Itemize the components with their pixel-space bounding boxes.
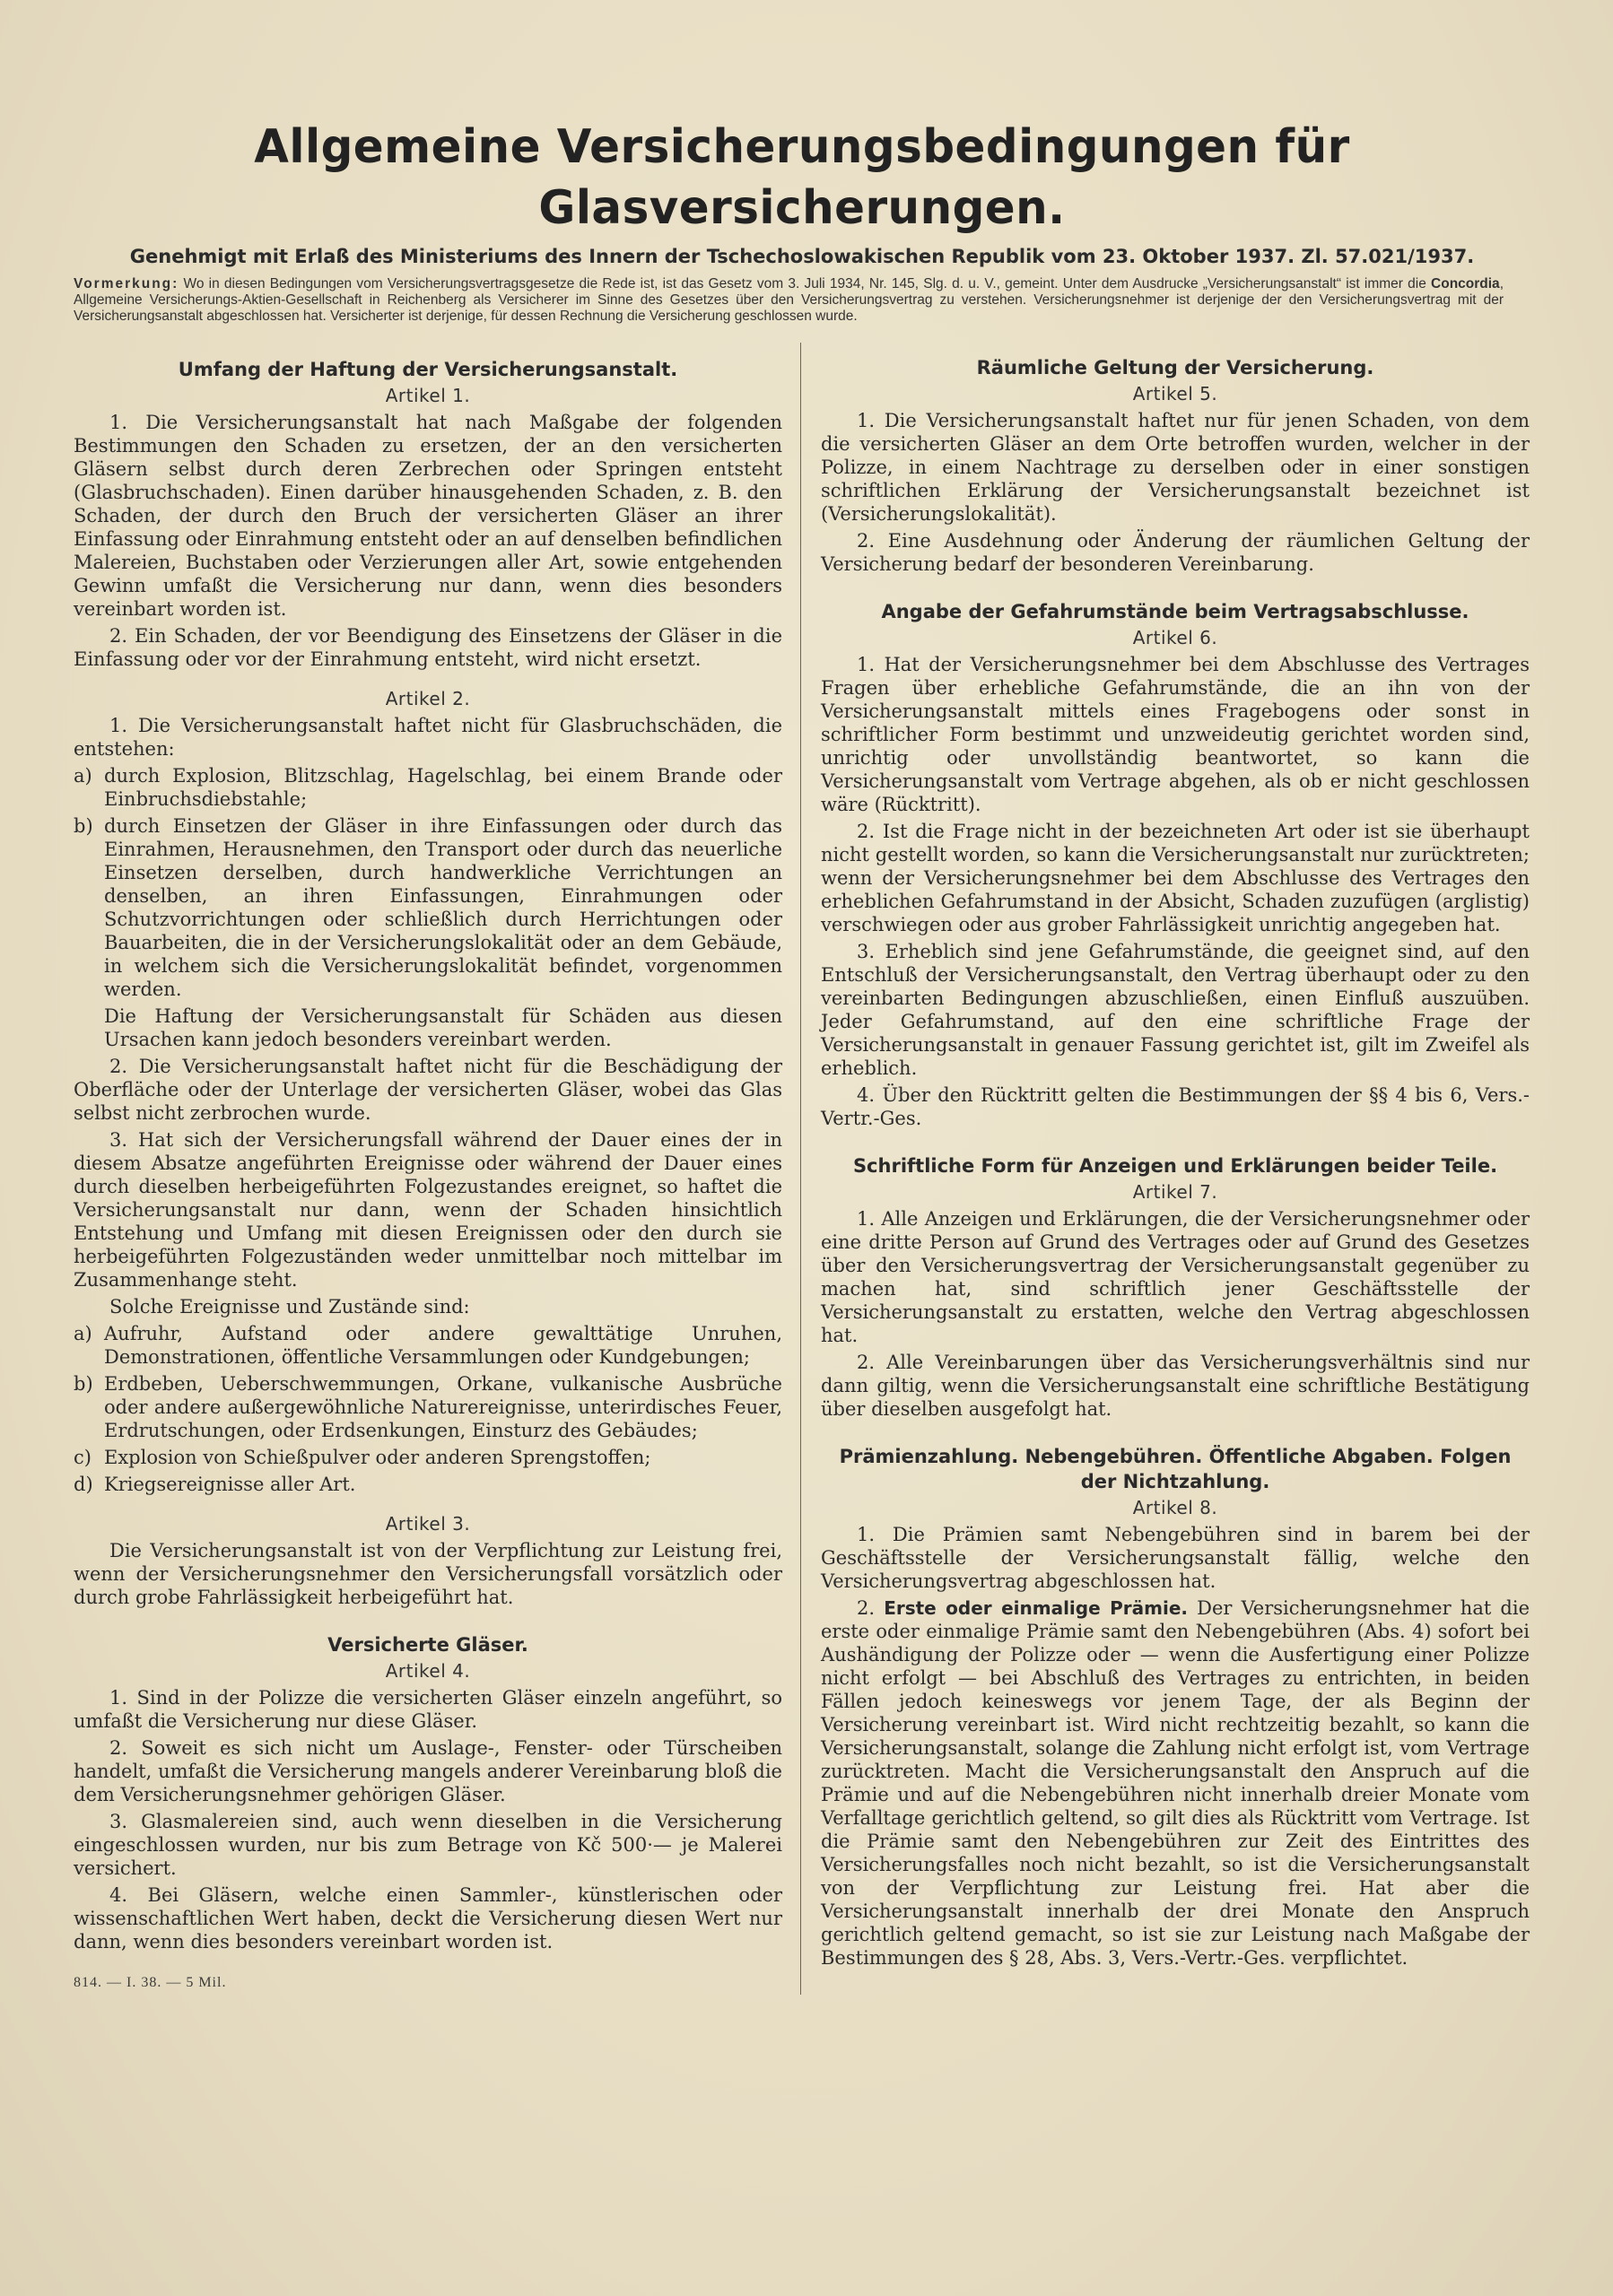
two-column-body (74, 357, 1530, 1995)
right-column (800, 343, 1530, 1995)
article-heading: Artikel 4. (385, 1660, 471, 1682)
paragraph-text: Der Versicherungsnehmer hat die erste oder einmalige Prämie samt den Nebengebühren (Abs. 4) sofort bei Aushändigung der Polizze oder — wenn die Ausfertigung einer Polizze nicht erfolgt — bei Abschluß des Vertrages zu entrichten, in beiden Fällen jedoch keineswegs vor jenem Tage, der als Beginn der Versicherung vereinbart ist. Wird nicht rechtzeitig bezahlt, so kann die Versicherungsanstalt, solange die Zahlung nicht erfolgt ist, vom Vertrage zurücktreten. Macht die Versicherungsanstalt den Anspruch auf die Prämie und auf die Nebengebühren nicht innerhalb dreier Monate vom Verfalltage gerichtlich geltend, so gilt dies als Rücktritt vom Vertrage. Ist die Prämie samt den Nebengebühren zur Zeit des Eintrittes des Versicherungsfalles noch nicht bezahlt, so ist die Versicherungsanstalt von der Verpflichtung zur Leistung frei. Hat aber die Versicherungsanstalt innerhalb der drei Monate den Anspruch gerichtlich geltend gemacht, so ist sie zur Leistung nach Maßgabe der Bestimmungen des § 28, Abs. 3, Vers.-Vertr.-Ges. verpflichtet. (821, 1597, 1530, 1969)
article-heading: Artikel 5. (1132, 383, 1218, 404)
section-heading: Versicherte Gläser. (327, 1634, 528, 1656)
list-item (74, 1372, 782, 1442)
article-heading: Artikel 8. (1132, 1497, 1218, 1518)
article-heading: Artikel 2. (385, 688, 471, 709)
paragraph: 2. Die Versicherungsanstalt haftet nicht für die Beschädigung der Oberfläche oder der Unterlage der versicherten Gläser, wobei das Glas selbst nicht zerbrochen wurde. (74, 1056, 782, 1124)
paragraph: 3. Hat sich der Versicherungsfall während der Dauer eines der in diesem Absatze angeführten Ereignisse oder während der Dauer eines durch dieselben herbeigeführten Folgezustandes ereignet, so haftet die Versicherungsanstalt nur dann, wenn der Schaden hinsichtlich Entstehung und Umfang mit diesen Ereignissen oder den durch sie herbeigeführten Folgezuständen weder unmittelbar noch mittelbar im Zusammenhange steht. (74, 1129, 782, 1291)
paragraph: 1. Die Prämien samt Nebengebühren sind in barem bei der Geschäftsstelle der Versicherungsanstalt fällig, welche den Versicherungsvertrag abgeschlossen hat. (821, 1524, 1530, 1592)
preliminary-note-lead: Vormerkung: (74, 276, 179, 291)
paragraph: 3. Glasmalereien sind, auch wenn dieselben in die Versicherung eingeschlossen wurden, nur bis zum Betrage von Kč 500·— je Malerei versichert. (74, 1811, 782, 1879)
list-text: Explosion von Schießpulver oder anderen Sprengstoffen; (104, 1447, 651, 1468)
paragraph: 1. Die Versicherungsanstalt haftet nur für jenen Schaden, von dem die versicherten Gläser an dem Orte betroffen wurden, welcher in der Polizze, in einem Nachtrage zu derselben oder in einer sonstigen schriftlichen Erklärung der Versicherungsanstalt bezeichnet ist (Versicherungslokalität). (821, 410, 1530, 525)
list-label: d) (74, 1474, 93, 1495)
list-text: Aufruhr, Aufstand oder andere gewalttätige Unruhen, Demonstrationen, öffentliche Versammlungen oder Kundgebungen; (104, 1323, 782, 1368)
section-heading: Schriftliche Form für Anzeigen und Erklärungen beider Teile. (852, 1155, 1498, 1177)
paragraph: 1. Die Versicherungsanstalt haftet nicht für Glasbruchschäden, die entstehen: (74, 715, 782, 760)
list-label: b) (74, 1373, 93, 1395)
article-heading: Artikel 6. (1132, 627, 1218, 648)
paragraph: 1. Die Versicherungsanstalt hat nach Maßgabe der folgenden Bestimmungen den Schaden zu ersetzen, der an den versicherten Gläsern selbst durch deren Zerbrechen oder Springen entsteht (Glasbruchschaden). Einen darüber hinausgehenden Schaden, z. B. den Schaden, der durch den Bruch der versicherten Gläser an ihrer Einfassung oder Einrahmung entsteht oder an auf denselben befindlichen Malereien, Buchstaben oder Verzierungen aller Art, sowie entgehenden Gewinn umfaßt die Versicherung nur dann, wenn dies besonders vereinbart worden ist. (74, 412, 782, 620)
preliminary-note (74, 276, 1504, 325)
section-heading: Angabe der Gefahrumstände beim Vertragsabschlusse. (881, 601, 1469, 622)
paragraph (821, 1596, 1530, 1970)
paragraph: 1. Alle Anzeigen und Erklärungen, die der Versicherungsnehmer oder eine dritte Person auf Grund des Vertrages oder auf Grund des Gesetzes über den Versicherungsvertrag der Versicherungsanstalt gegenüber zu machen hat, sind schriftlich jener Geschäftsstelle der Versicherungsanstalt zu erstatten, welche den Vertrag abgeschlossen hat. (821, 1208, 1530, 1346)
paragraph: 1. Hat der Versicherungsnehmer bei dem Abschlusse des Vertrages Fragen über erhebliche Gefahrumstände, die an ihn von der Versicherungsanstalt mittels eines Fragebogens oder sonst in schriftlicher Form bestimmt und unzweideutig gerichtet worden sind, unrichtig oder unvollständig beantwortet, so kann die Versicherungsanstalt vom Vertrage abgehen, als ob er nicht geschlossen wäre (Rücktritt). (821, 654, 1530, 815)
list-label: a) (74, 1323, 92, 1344)
paragraph-number: 2. (857, 1597, 885, 1619)
section-heading: Prämienzahlung. Nebengebühren. Öffentliche Abgaben. Folgen der Nichtzahlung. (839, 1446, 1512, 1492)
paragraph: Solche Ereignisse und Zustände sind: (109, 1296, 470, 1318)
paragraph: 4. Bei Gläsern, welche einen Sammler-, künstlerischen oder wissenschaftlichen Wert haben, deckt die Versicherung diesen Wert nur dann, wenn dies besonders vereinbart worden ist. (74, 1884, 782, 1952)
list-item (74, 814, 782, 1001)
article-heading: Artikel 7. (1132, 1181, 1218, 1203)
list-text: Erdbeben, Ueberschwemmungen, Orkane, vulkanische Ausbrüche oder andere außergewöhnliche Naturereignisse, unterirdisches Feuer, Erdrutschungen, oder Erdsenkungen, Einsturz des Gebäudes; (104, 1373, 782, 1441)
list-text: Die Haftung der Versicherungsanstalt für Schäden aus diesen Ursachen kann jedoch besonders vereinbart werden. (104, 1005, 782, 1050)
list-item (74, 1446, 782, 1469)
article-heading: Artikel 1. (385, 385, 471, 406)
paragraph: 3. Erheblich sind jene Gefahrumstände, die geeignet sind, auf den Entschluß der Versicherungsanstalt, den Vertrag überhaupt oder zu den vereinbarten Bedingungen abzuschließen, einen Einfluß auszuüben. Jeder Gefahrumstand, auf den eine schriftliche Frage der Versicherungsanstalt in genauer Fassung gerichtet ist, gilt im Zweifel als erheblich. (821, 941, 1530, 1079)
list-item (74, 1473, 782, 1496)
paragraph: 2. Eine Ausdehnung oder Änderung der räumlichen Geltung der Versicherung bedarf der besonderen Vereinbarung. (821, 530, 1530, 575)
preliminary-note-text-2: , Allgemeine Versicherungs-Aktien-Gesellschaft in Reichenberg als Versicherer im Sinne des Gesetzes über den Versicherungsvertrag zu verstehen. Versicherungsnehmer ist derjenige der den Versicherungsvertrag mit der Versicherungsanstalt abgeschlossen hat. Versicherter ist derjenige, für dessen Rechnung die Versicherung geschlossen wurde. (74, 276, 1504, 324)
paragraph: 1. Sind in der Polizze die versicherten Gläser einzeln angeführt, so umfaßt die Versicherung nur diese Gläser. (74, 1687, 782, 1732)
list-text: durch Explosion, Blitzschlag, Hagelschlag, bei einem Brande oder Einbruchsdiebstahle; (104, 765, 782, 810)
approval-subtitle: Genehmigt mit Erlaß des Ministeriums des Innern der Tschechoslowakischen Republik vom 23. Oktober 1937. Zl. 57.021/1937. (129, 246, 1475, 267)
paragraph: 2. Ist die Frage nicht in der bezeichneten Art oder ist sie überhaupt nicht gestellt worden, so kann die Versicherungsanstalt nur zurücktreten; wenn der Versicherungsnehmer bei dem Abschlusse des Vertrages den erheblichen Gefahrumstand in der Absicht, Schaden zuzufügen (arglistig) verschwiegen oder aus grober Fahrlässigkeit unrichtig angegeben hat. (821, 821, 1530, 935)
list-text: Kriegsereignisse aller Art. (104, 1474, 356, 1495)
list-text: durch Einsetzen der Gläser in ihre Einfassungen oder durch das Einrahmen, Herausnehmen, den Transport oder durch das neuerliche Einsetzen derselben, durch handwerkliche Verrichtungen an denselben, an ihren Einfassungen, Einrahmungen oder Schutzvorrichtungen oder schließlich durch Herrichtungen oder Bauarbeiten, die in der Versicherungslokalität oder an dem Gebäude, in welchem sich die Versicherungslokalität befindet, vorgenommen werden. (104, 815, 782, 1000)
preliminary-note-text: Wo in diesen Bedingungen vom Versicherungsvertragsgesetze die Rede ist, ist das Gesetz vom 3. Juli 1934, Nr. 145, Slg. d. u. V., gemeint. Unter dem Ausdrucke „Versicherungsanstalt“ ist immer die (179, 276, 1432, 291)
article-heading: Artikel 3. (385, 1513, 471, 1535)
left-column (74, 357, 800, 1995)
paragraph-bold-lead: Erste oder einmalige Prämie. (884, 1597, 1188, 1619)
preliminary-note-company: Concordia (1431, 276, 1500, 291)
list-item (74, 1322, 782, 1369)
list-label: b) (74, 815, 93, 837)
paragraph: 2. Soweit es sich nicht um Auslage-, Fenster- oder Türscheiben handelt, umfaßt die Versicherung mangels anderer Vereinbarung bloß die dem Versicherungsnehmer gehörigen Gläser. (74, 1737, 782, 1805)
paragraph: 4. Über den Rücktritt gelten die Bestimmungen der §§ 4 bis 6, Vers.-Vertr.-Ges. (821, 1084, 1530, 1129)
paragraph: 2. Alle Vereinbarungen über das Versicherungsverhältnis sind nur dann giltig, wenn die Versicherungsanstalt eine schriftliche Bestätigung über dieselben ausgefolgt hat. (821, 1352, 1530, 1420)
paragraph: Die Versicherungsanstalt ist von der Verpflichtung zur Leistung frei, wenn der Versicherungsnehmer den Versicherungsfall vorsätzlich oder durch grobe Fahrlässigkeit herbeigeführt hat. (74, 1540, 782, 1608)
list-item (74, 764, 782, 811)
section-heading: Räumliche Geltung der Versicherung. (976, 357, 1374, 378)
document-title: Allgemeine Versicherungsbedingungen für Glasversicherungen. (254, 120, 1350, 235)
print-footer: 814. — I. 38. — 5 Mil. (74, 1975, 227, 1990)
section-heading: Umfang der Haftung der Versicherungsanstalt. (178, 359, 678, 380)
list-item-continuation (74, 1004, 782, 1051)
paragraph: 2. Ein Schaden, der vor Beendigung des Einsetzens der Gläser in die Einfassung oder vor der Einrahmung entsteht, wird nicht ersetzt. (74, 625, 782, 670)
list-label: a) (74, 765, 92, 787)
list-label: c) (74, 1447, 92, 1468)
